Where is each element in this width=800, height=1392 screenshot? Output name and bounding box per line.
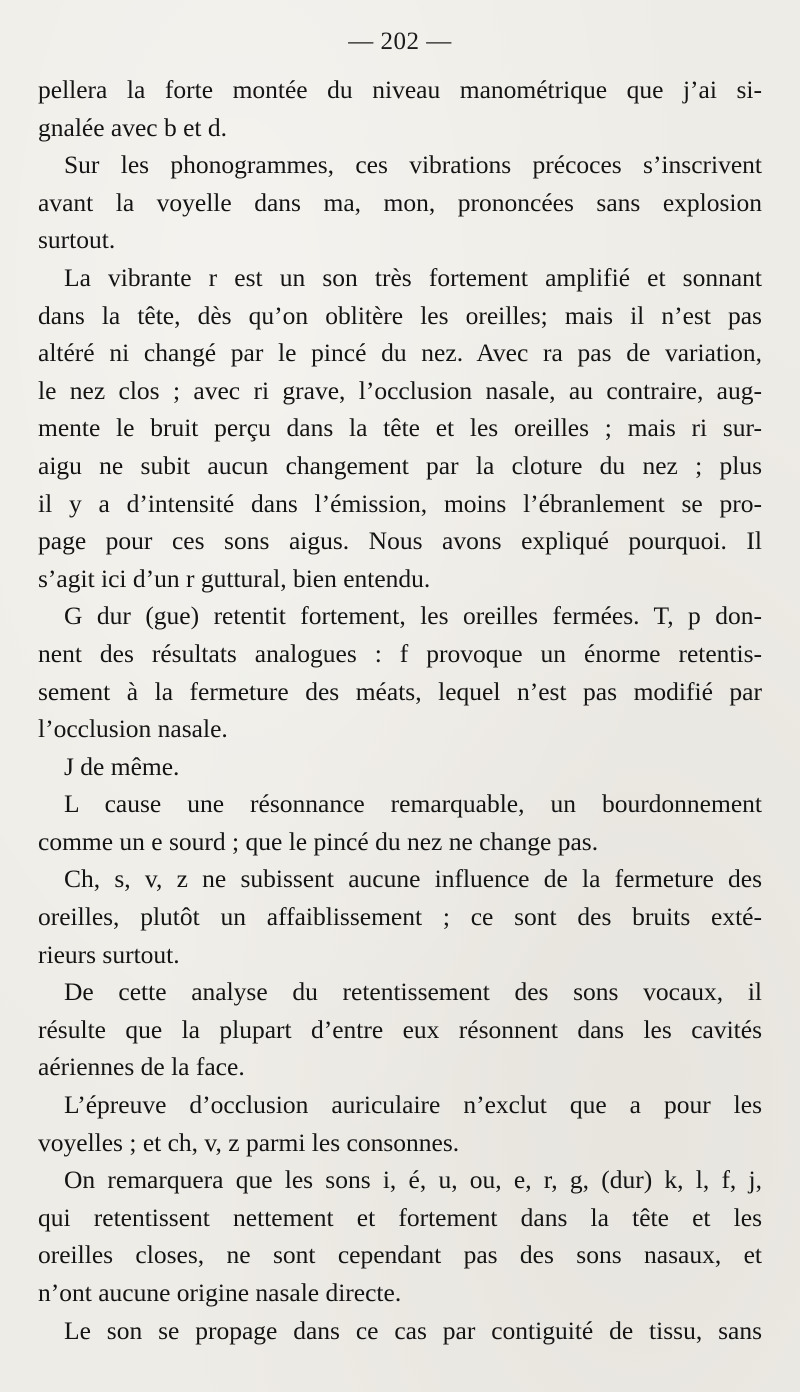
text-line: le nez clos ; avec ri grave, l’occlusion nasale, au contraire, aug- — [38, 375, 762, 405]
text-line: aériennes de la face. — [38, 1052, 245, 1082]
text-line: rieurs surtout. — [38, 939, 180, 969]
text-line: qui retentissent nettement et fortement dans la tête et les — [38, 1202, 762, 1232]
text-line: La vibrante r est un son très fortement amplifié et sonnant — [64, 262, 762, 292]
text-line: On remarquera que les sons i, é, u, ou, e, r, g, (dur) k, l, f, j, — [64, 1165, 762, 1195]
text-line: De cette analyse du retentissement des sons vocaux, il — [64, 977, 762, 1007]
text-line: altéré ni changé par le pincé du nez. Avec ra pas de variation, — [38, 338, 762, 368]
text-line: résulte que la plupart d’entre eux résonnent dans les cavités — [38, 1014, 762, 1044]
text-line: l’occlusion nasale. — [38, 714, 228, 744]
text-line: L’épreuve d’occlusion auriculaire n’exclut que a pour les — [64, 1090, 762, 1120]
text-line: surtout. — [38, 225, 116, 255]
text-line: avant la voyelle dans ma, mon, prononcées sans explosion — [38, 187, 762, 217]
text-line: dans la tête, dès qu’on oblitère les oreilles; mais il n’est pas — [38, 300, 762, 330]
text-line: Ch, s, v, z ne subissent aucune influence de la fermeture des — [64, 864, 762, 894]
text-line: sement à la fermeture des méats, lequel n’est pas modifié par — [38, 676, 762, 706]
text-line: pellera la forte montée du niveau manométrique que j’ai si- — [38, 75, 762, 104]
text-line: il y a d’intensité dans l’émission, moins l’ébranlement se pro- — [38, 488, 762, 518]
text-line: aigu ne subit aucun changement par la cloture du nez ; plus — [38, 450, 762, 480]
body-text — [38, 71, 762, 1349]
text-line: n’ont aucune origine nasale directe. — [38, 1278, 402, 1307]
text-line: Sur les phonogrammes, ces vibrations précoces s’inscrivent — [64, 150, 762, 180]
text-line: voyelles ; et ch, v, z parmi les consonnes. — [38, 1127, 460, 1157]
text-line: G dur (gue) retentit fortement, les oreilles fermées. T, p don- — [64, 601, 762, 631]
text-line: oreilles, plutôt un affaiblissement ; ce sont des bruits exté- — [38, 902, 762, 932]
text-line: comme un e sourd ; que le pincé du nez ne change pas. — [38, 826, 599, 856]
text-line: nent des résultats analogues : f provoque un énorme retentis- — [38, 638, 762, 668]
text-line: gnalée avec b et d. — [38, 112, 228, 142]
text-line: oreilles closes, ne sont cependant pas des sons nasaux, et — [38, 1240, 762, 1270]
text-line: mente le bruit perçu dans la tête et les oreilles ; mais ri sur- — [38, 413, 762, 443]
text-line: s’agit ici d’un r guttural, bien entendu. — [38, 563, 431, 593]
text-line: L cause une résonnance remarquable, un bourdonnement — [64, 789, 762, 819]
text-line: J de même. — [64, 751, 180, 781]
text-line: Le son se propage dans ce cas par contiguité de tissu, sans — [64, 1315, 762, 1345]
page-number: — 202 — — [348, 28, 452, 55]
text-line: page pour ces sons aigus. Nous avons expliqué pourquoi. Il — [38, 526, 762, 556]
